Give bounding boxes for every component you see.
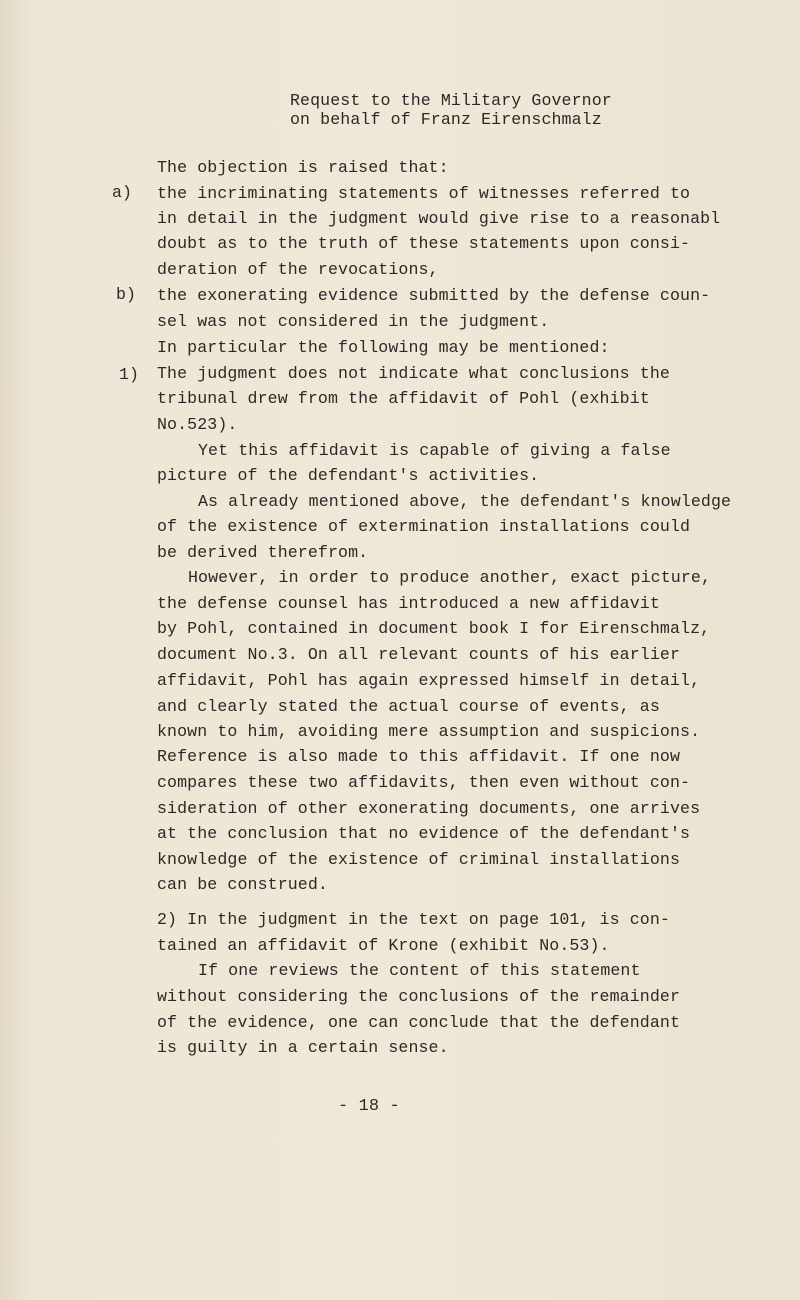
body-line: However, in order to produce another, exact picture, — [188, 568, 712, 587]
body-line: doubt as to the truth of these statements upon consi- — [157, 234, 691, 253]
body-line: the incriminating statements of witnesses referred to — [157, 184, 691, 203]
body-line: document No.3. On all relevant counts of his earlier — [157, 645, 681, 664]
body-line: 2) In the judgment in the text on page 101, is con- — [157, 910, 670, 929]
body-line: be derived therefrom. — [157, 543, 369, 562]
body-line: of the evidence, one can conclude that the defendant — [157, 1013, 681, 1032]
body-line: of the existence of extermination installations could — [157, 517, 691, 536]
body-line: picture of the defendant's activities. — [157, 466, 540, 485]
body-line: the defense counsel has introduced a new affidavit — [157, 594, 660, 613]
body-line: known to him, avoiding mere assumption and suspicions. — [157, 722, 701, 741]
marker-a: a) — [112, 183, 132, 202]
marker-1: 1) — [119, 365, 139, 384]
body-line: The objection is raised that: — [157, 158, 449, 177]
body-line: is guilty in a certain sense. — [157, 1038, 449, 1057]
body-line: In particular the following may be mentioned: — [157, 338, 610, 357]
body-line: at the conclusion that no evidence of the defendant's — [157, 824, 691, 843]
page-number: - 18 - — [338, 1097, 400, 1116]
body-line: the exonerating evidence submitted by the defense coun- — [157, 286, 711, 305]
header-line-1: Request to the Military Governor — [290, 91, 612, 110]
body-line: sel was not considered in the judgment. — [157, 312, 550, 331]
body-line: and clearly stated the actual course of events, as — [157, 697, 660, 716]
body-line: tained an affidavit of Krone (exhibit No.53). — [157, 936, 610, 955]
body-line: can be construed. — [157, 875, 328, 894]
body-line: The judgment does not indicate what conclusions the — [157, 364, 670, 383]
body-line: without considering the conclusions of the remainder — [157, 987, 681, 1006]
body-line: by Pohl, contained in document book I for Eirenschmalz, — [157, 619, 711, 638]
body-line: sideration of other exonerating documents, one arrives — [157, 799, 701, 818]
body-line: compares these two affidavits, then even without con- — [157, 773, 691, 792]
body-line: affidavit, Pohl has again expressed himself in detail, — [157, 671, 701, 690]
body-line: tribunal drew from the affidavit of Pohl (exhibit — [157, 389, 650, 408]
body-line: As already mentioned above, the defendant's knowledge — [198, 492, 732, 511]
header-line-2: on behalf of Franz Eirenschmalz — [290, 110, 602, 129]
body-line: Reference is also made to this affidavit. If one now — [157, 747, 681, 766]
marker-b: b) — [116, 285, 136, 304]
body-line: deration of the revocations, — [157, 260, 439, 279]
body-line: No.523). — [157, 415, 238, 434]
body-line: knowledge of the existence of criminal installations — [157, 850, 681, 869]
body-line: Yet this affidavit is capable of giving a false — [198, 441, 671, 460]
body-line: in detail in the judgment would give rise to a reasonabl — [157, 209, 721, 228]
body-line: If one reviews the content of this statement — [198, 961, 641, 980]
